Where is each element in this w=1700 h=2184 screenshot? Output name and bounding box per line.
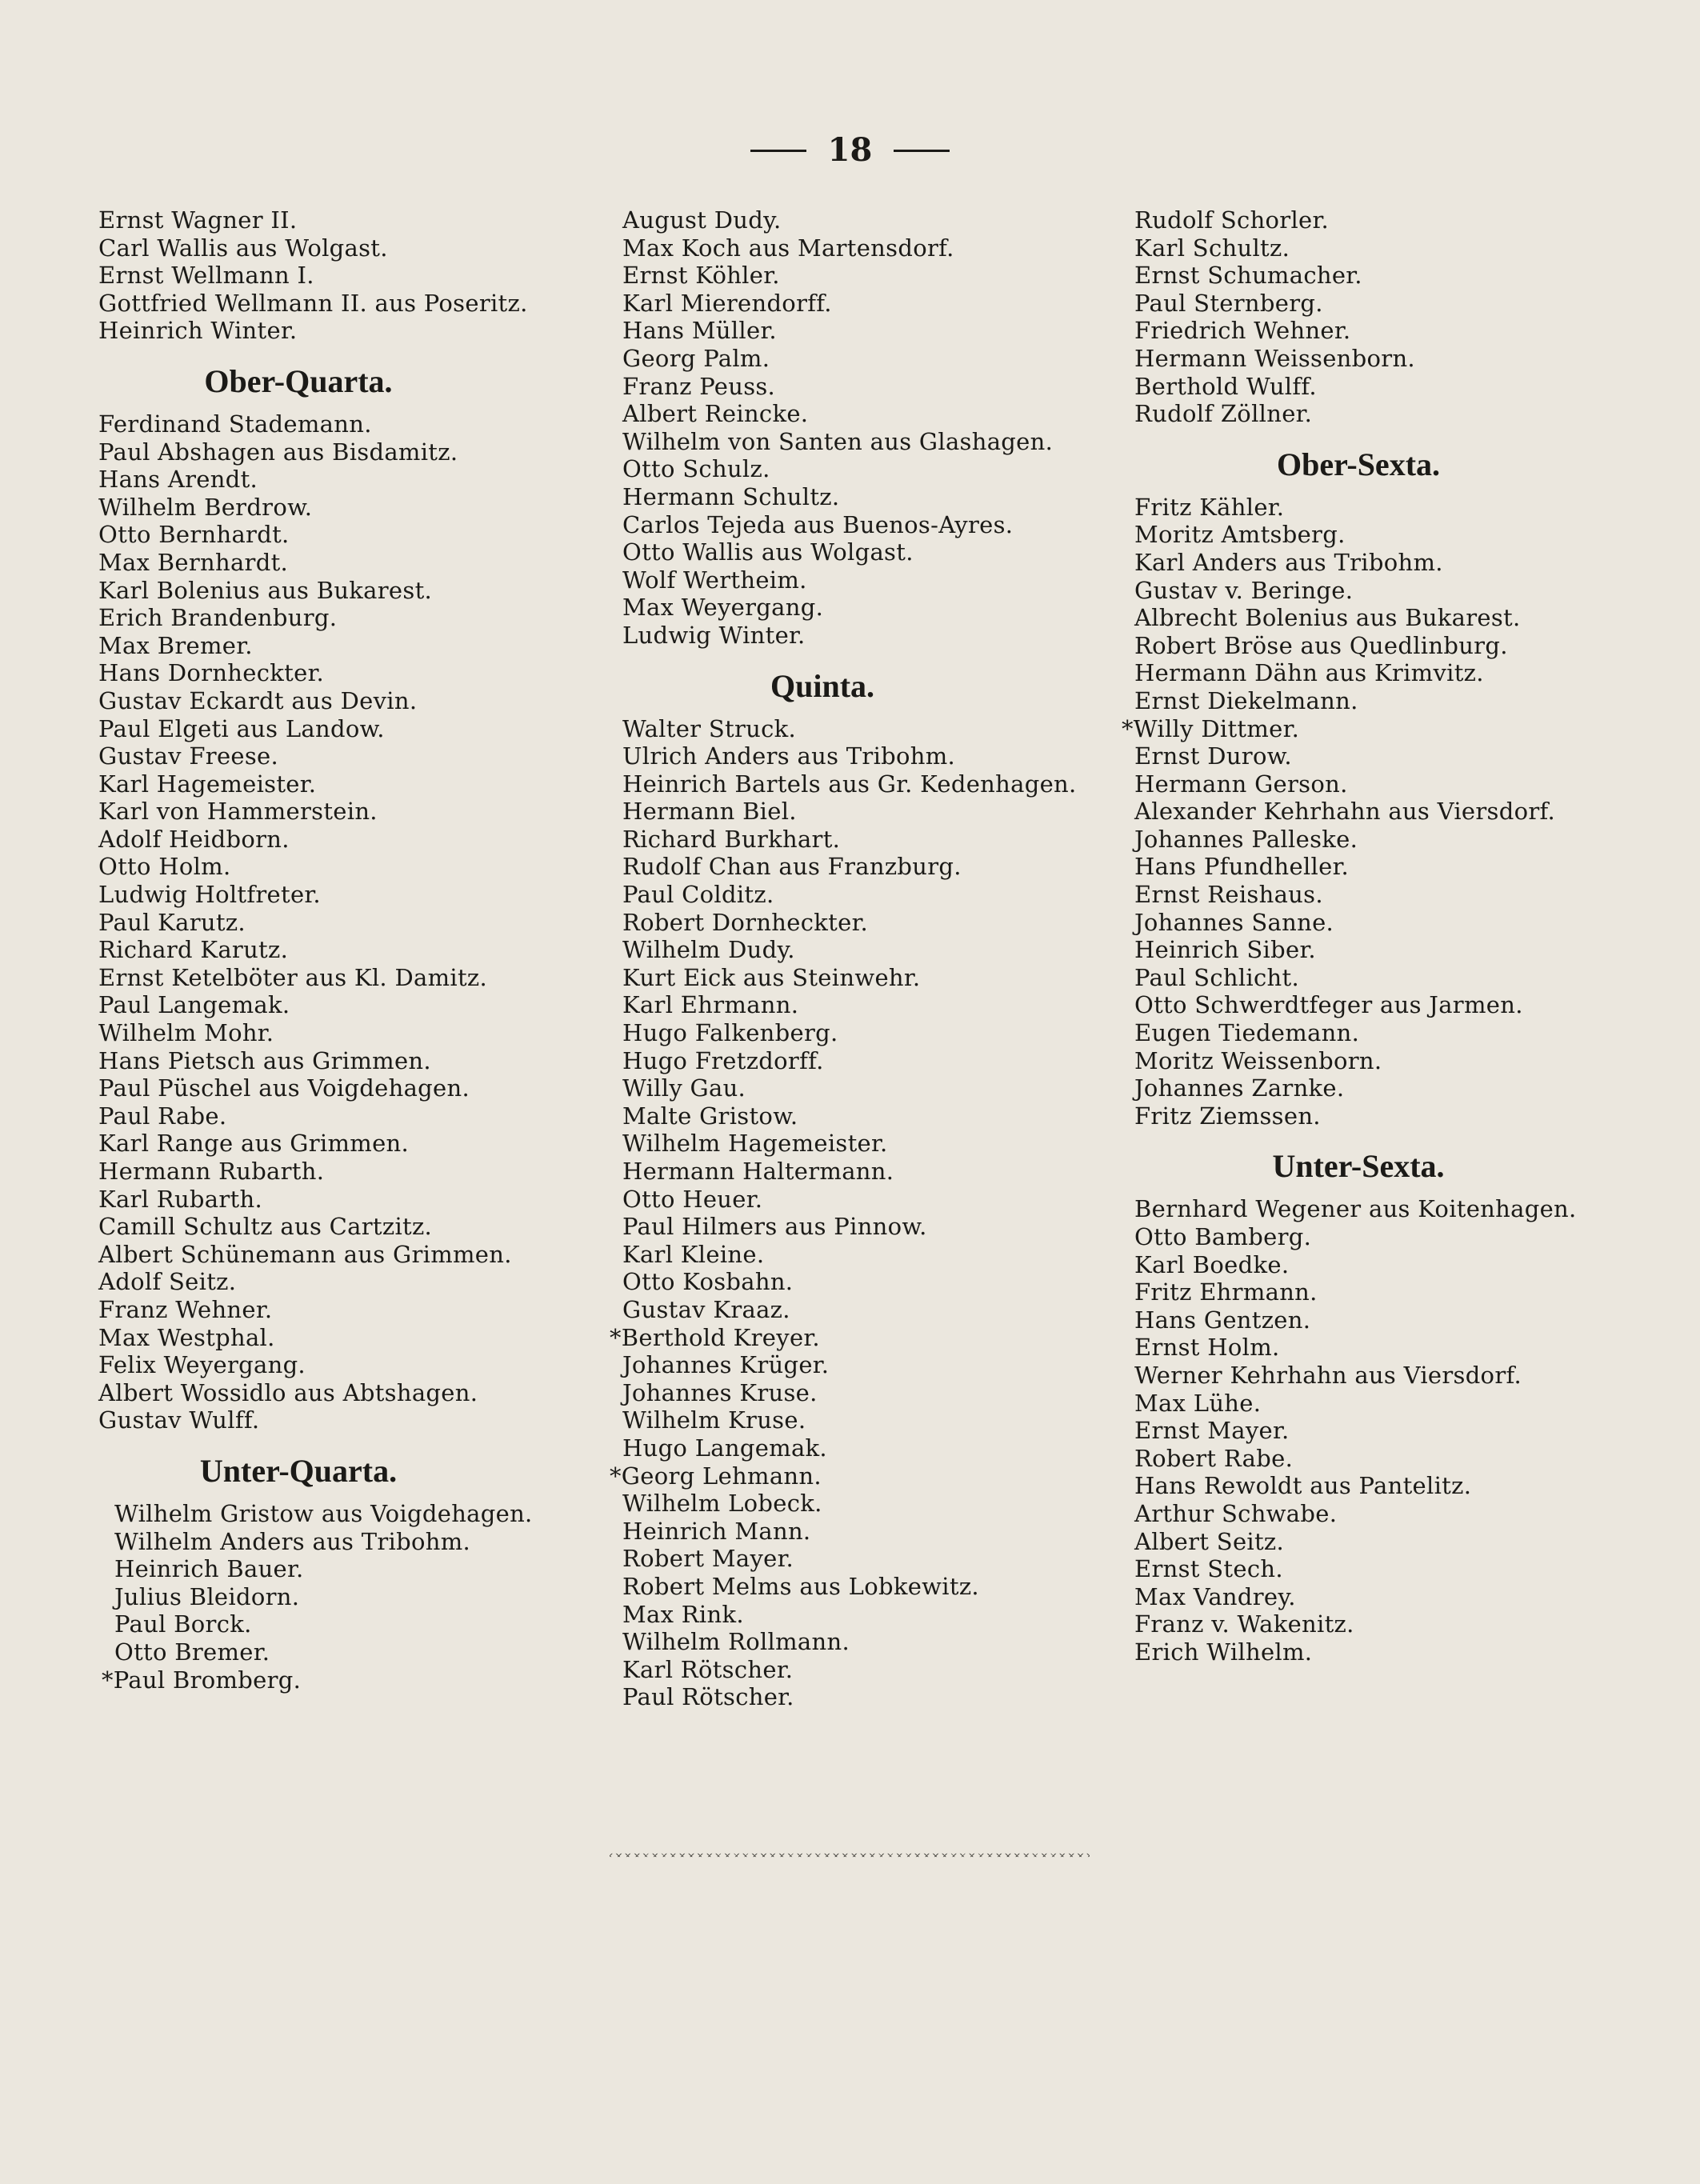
student-name-entry: Wilhelm Dudy. — [622, 936, 795, 964]
student-name-entry: Hans Gentzen. — [1134, 1306, 1311, 1334]
student-name-entry: Ernst Ketelböter aus Kl. Damitz. — [98, 963, 488, 991]
column-3 — [1122, 206, 1630, 1666]
student-name-entry: Georg Palm. — [622, 344, 770, 372]
student-name-entry: Hugo Falkenberg. — [622, 1019, 838, 1047]
student-name-entry: *Paul Bromberg. — [102, 1666, 302, 1694]
student-name-entry: Gottfried Wellmann II. aus Poseritz. — [98, 289, 528, 317]
student-name-entry: Hans Dornheckter. — [98, 659, 325, 687]
student-name-entry: Paul Sternberg. — [1134, 289, 1323, 317]
student-name-entry: Johannes Palleske. — [1134, 825, 1358, 853]
student-name-entry: Erich Wilhelm. — [1134, 1638, 1313, 1666]
student-name-entry: Hermann Schultz. — [622, 482, 840, 510]
student-name-entry: Heinrich Bartels aus Gr. Kedenhagen. — [622, 770, 1077, 798]
student-name-entry: Otto Wallis aus Wolgast. — [622, 538, 914, 566]
student-name-entry: Robert Dornheckter. — [622, 908, 869, 936]
student-name-entry: Albrecht Bolenius aus Bukarest. — [1134, 604, 1521, 632]
student-name-entry: Max Lühe. — [1134, 1389, 1262, 1417]
student-name-entry: Robert Mayer. — [622, 1545, 794, 1573]
student-name-entry: Ernst Holm. — [1134, 1334, 1280, 1362]
student-name-entry: Hans Rewoldt aus Pantelitz. — [1134, 1472, 1472, 1500]
student-name-entry: Friedrich Wehner. — [1134, 317, 1351, 345]
student-name-entry: Karl Rötscher. — [622, 1655, 794, 1683]
student-name-entry: Bernhard Wegener aus Koitenhagen. — [1134, 1195, 1577, 1223]
student-name-entry: Erich Brandenburg. — [98, 604, 338, 632]
student-name-entry: Karl Bolenius aus Bukarest. — [98, 576, 433, 604]
student-name-entry: Adolf Seitz. — [98, 1268, 237, 1296]
student-name-entry: Karl Hagemeister. — [98, 770, 317, 798]
student-name-entry: *Berthold Kreyer. — [610, 1323, 820, 1351]
student-name-entry: Ernst Stech. — [1134, 1555, 1283, 1583]
student-name-entry: Gustav Eckardt aus Devin. — [98, 686, 418, 714]
student-name-entry: Otto Kosbahn. — [622, 1268, 794, 1296]
student-name-entry: Walter Struck. — [622, 714, 797, 742]
student-name-entry: Johannes Sanne. — [1134, 908, 1334, 936]
student-name-entry: Paul Schlicht. — [1134, 963, 1299, 991]
student-name-entry: Berthold Wulff. — [1134, 372, 1317, 400]
header-ornament-left — [750, 150, 806, 152]
student-name-entry: Ernst Mayer. — [1134, 1417, 1290, 1445]
student-name-entry: Eugen Tiedemann. — [1134, 1019, 1360, 1047]
student-name-entry: Hermann Rubarth. — [98, 1158, 325, 1185]
student-name-entry: Max Rink. — [622, 1600, 744, 1628]
student-name-entry: Rudolf Zöllner. — [1134, 400, 1313, 428]
student-name-entry: Heinrich Mann. — [622, 1517, 811, 1545]
student-name-entry: Gustav Wulff. — [98, 1406, 260, 1434]
student-name-entry: Ernst Durow. — [1134, 742, 1292, 770]
student-name-entry: Otto Schulz. — [622, 455, 770, 483]
section-heading: Ober-Quarta. — [204, 362, 393, 399]
student-name-entry: Hermann Weissenborn. — [1134, 344, 1415, 372]
student-name-entry: Kurt Eick aus Steinwehr. — [622, 963, 921, 991]
student-name-entry: Albert Seitz. — [1134, 1527, 1285, 1555]
student-name-entry: Rudolf Schorler. — [1134, 206, 1330, 234]
student-name-entry: Karl Anders aus Tribohm. — [1134, 548, 1443, 576]
student-name-entry: Ernst Wagner II. — [98, 206, 298, 234]
student-name-entry: Max Weyergang. — [622, 594, 824, 622]
student-name-entry: Ernst Köhler. — [622, 262, 780, 290]
column-1 — [98, 206, 594, 1694]
student-name-entry: Johannes Zarnke. — [1134, 1074, 1345, 1102]
student-name-entry: Otto Bremer. — [114, 1638, 270, 1666]
student-name-entry: Max Westphal. — [98, 1323, 275, 1351]
student-name-entry: Hermann Biel. — [622, 798, 797, 826]
student-name-entry: Arthur Schwabe. — [1134, 1499, 1338, 1527]
student-name-entry: Alexander Kehrhahn aus Viersdorf. — [1134, 798, 1556, 826]
student-name-entry: Gustav Kraaz. — [622, 1295, 790, 1323]
section-heading: Unter-Quarta. — [199, 1452, 398, 1489]
student-name-entry: Paul Langemak. — [98, 991, 290, 1019]
student-name-entry: *Georg Lehmann. — [610, 1462, 822, 1490]
student-name-entry: Gustav v. Beringe. — [1134, 576, 1354, 604]
student-name-entry: Wilhelm Mohr. — [98, 1019, 274, 1047]
student-name-entry: Paul Hilmers aus Pinnow. — [622, 1213, 927, 1241]
student-name-entry: Paul Karutz. — [98, 908, 246, 936]
student-name-entry: Paul Borck. — [114, 1610, 252, 1638]
student-name-entry: Karl Kleine. — [622, 1240, 765, 1268]
student-name-entry: Karl Schultz. — [1134, 234, 1290, 262]
page-number: 18 — [827, 131, 873, 169]
student-name-entry: Hugo Fretzdorff. — [622, 1046, 824, 1074]
student-name-entry: Karl Boedke. — [1134, 1250, 1290, 1278]
student-name-entry: Moritz Amtsberg. — [1134, 521, 1346, 549]
student-name-entry: Ludwig Holtfreter. — [98, 881, 321, 909]
student-name-entry: Max Koch aus Martensdorf. — [622, 234, 954, 262]
student-name-entry: Otto Holm. — [98, 853, 231, 881]
student-name-entry: *Willy Dittmer. — [1122, 714, 1300, 742]
student-name-entry: Ernst Reishaus. — [1134, 881, 1323, 909]
student-name-entry: Hans Pietsch aus Grimmen. — [98, 1046, 431, 1074]
student-name-entry: Werner Kehrhahn aus Viersdorf. — [1134, 1361, 1522, 1389]
student-name-entry: Otto Bamberg. — [1134, 1223, 1312, 1250]
student-name-entry: Carlos Tejeda aus Buenos-Ayres. — [622, 510, 1014, 538]
student-name-entry: Franz v. Wakenitz. — [1134, 1610, 1354, 1638]
student-name-entry: Malte Gristow. — [622, 1102, 798, 1130]
student-name-entry: Karl Mierendorff. — [622, 289, 832, 317]
student-name-entry: Hugo Langemak. — [622, 1434, 827, 1462]
student-name-entry: Ernst Schumacher. — [1134, 262, 1362, 290]
student-name-entry: Johannes Kruse. — [622, 1378, 818, 1406]
student-name-entry: Carl Wallis aus Wolgast. — [98, 234, 388, 262]
student-name-entry: August Dudy. — [622, 206, 782, 234]
student-name-entry: Heinrich Winter. — [98, 317, 298, 345]
student-name-entry: Paul Abshagen aus Bisdamitz. — [98, 438, 458, 466]
student-name-entry: Heinrich Siber. — [1134, 936, 1316, 964]
student-name-entry: Ernst Diekelmann. — [1134, 686, 1358, 714]
student-name-entry: Julius Bleidorn. — [114, 1582, 300, 1610]
student-name-entry: Karl Rubarth. — [98, 1185, 262, 1213]
column-2 — [610, 206, 1118, 1711]
footer-wavy-rule — [610, 1850, 1090, 1861]
student-name-entry: Hans Müller. — [622, 317, 777, 345]
student-name-entry: Moritz Weissenborn. — [1134, 1046, 1382, 1074]
student-name-entry: Franz Peuss. — [622, 372, 776, 400]
header-ornament-right — [894, 150, 950, 152]
student-name-entry: Max Vandrey. — [1134, 1582, 1296, 1610]
student-name-entry: Ernst Wellmann I. — [98, 262, 314, 290]
student-name-entry: Ferdinand Stademann. — [98, 410, 372, 438]
student-name-entry: Wilhelm Gristow aus Voigdehagen. — [114, 1499, 533, 1527]
student-name-entry: Paul Rabe. — [98, 1102, 227, 1130]
student-name-entry: Paul Püschel aus Voigdehagen. — [98, 1074, 470, 1102]
student-name-entry: Max Bremer. — [98, 631, 253, 659]
student-name-entry: Otto Bernhardt. — [98, 521, 290, 549]
student-name-entry: Ludwig Winter. — [622, 621, 806, 649]
student-name-entry: Richard Karutz. — [98, 936, 289, 964]
student-name-entry: Wilhelm Anders aus Tribohm. — [114, 1527, 471, 1555]
student-name-entry: Heinrich Bauer. — [114, 1555, 304, 1583]
section-heading: Ober-Sexta. — [1276, 446, 1441, 482]
student-name-entry: Karl Ehrmann. — [622, 991, 799, 1019]
student-name-entry: Wolf Wertheim. — [622, 566, 807, 594]
student-name-entry: Ulrich Anders aus Tribohm. — [622, 742, 956, 770]
student-name-entry: Willy Gau. — [622, 1074, 746, 1102]
student-name-entry: Otto Heuer. — [622, 1185, 763, 1213]
student-name-entry: Paul Rötscher. — [622, 1683, 794, 1711]
student-name-entry: Robert Bröse aus Quedlinburg. — [1134, 631, 1508, 659]
student-name-entry: Rudolf Chan aus Franzburg. — [622, 853, 962, 881]
student-name-entry: Max Bernhardt. — [98, 548, 289, 576]
student-name-entry: Hermann Haltermann. — [622, 1158, 894, 1185]
student-name-entry: Felix Weyergang. — [98, 1351, 306, 1379]
student-name-entry: Karl Range aus Grimmen. — [98, 1130, 410, 1158]
student-name-entry: Hans Pfundheller. — [1134, 853, 1350, 881]
student-name-entry: Wilhelm Kruse. — [622, 1406, 806, 1434]
student-name-entry: Otto Schwerdtfeger aus Jarmen. — [1134, 991, 1523, 1019]
student-name-entry: Franz Wehner. — [98, 1295, 273, 1323]
student-name-entry: Wilhelm Lobeck. — [622, 1490, 822, 1518]
student-name-entry: Hans Arendt. — [98, 466, 258, 494]
section-heading: Unter-Sexta. — [1272, 1148, 1445, 1185]
student-name-entry: Paul Colditz. — [622, 881, 774, 909]
student-name-entry: Paul Elgeti aus Landow. — [98, 714, 385, 742]
student-name-entry: Robert Melms aus Lobkewitz. — [622, 1572, 979, 1600]
student-name-entry: Robert Rabe. — [1134, 1444, 1294, 1472]
student-name-entry: Camill Schultz aus Cartzitz. — [98, 1213, 433, 1241]
section-heading: Quinta. — [770, 667, 875, 704]
student-name-entry: Fritz Kähler. — [1134, 493, 1285, 521]
student-name-entry: Hermann Dähn aus Krimvitz. — [1134, 659, 1484, 687]
student-name-entry: Wilhelm von Santen aus Glashagen. — [622, 427, 1054, 455]
student-name-entry: Johannes Krüger. — [622, 1351, 830, 1379]
student-name-entry: Karl von Hammerstein. — [98, 798, 378, 826]
student-name-entry: Albert Schünemann aus Grimmen. — [98, 1240, 512, 1268]
student-name-entry: Fritz Ehrmann. — [1134, 1278, 1318, 1306]
page-header — [0, 124, 1700, 174]
student-name-entry: Gustav Freese. — [98, 742, 279, 770]
student-name-entry: Hermann Gerson. — [1134, 770, 1348, 798]
student-name-entry: Wilhelm Berdrow. — [98, 493, 313, 521]
student-name-entry: Albert Wossidlo aus Abtshagen. — [98, 1378, 478, 1406]
student-name-entry: Richard Burkhart. — [622, 825, 841, 853]
student-name-entry: Adolf Heidborn. — [98, 825, 290, 853]
student-name-entry: Fritz Ziemssen. — [1134, 1102, 1321, 1130]
student-name-entry: Albert Reincke. — [622, 400, 809, 428]
student-name-entry: Wilhelm Hagemeister. — [622, 1130, 888, 1158]
student-name-entry: Wilhelm Rollmann. — [622, 1628, 850, 1656]
